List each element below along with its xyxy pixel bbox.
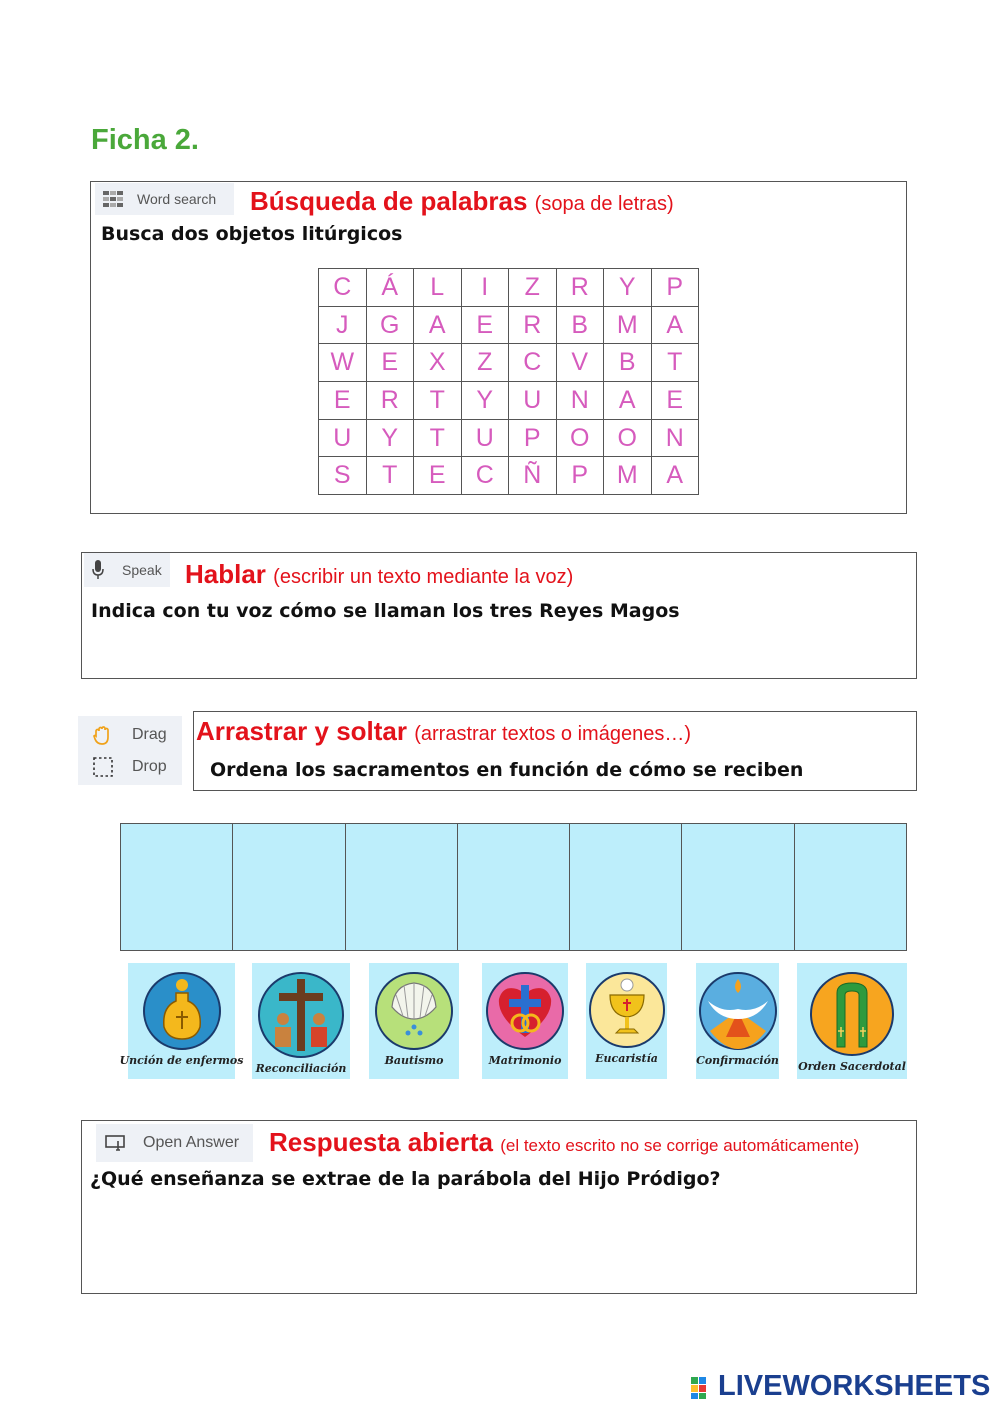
drop-zone[interactable] <box>346 824 458 950</box>
card-label: Unción de enfermos <box>119 1054 244 1067</box>
card-orden[interactable] <box>797 963 907 1079</box>
grid-cell[interactable]: M <box>604 306 652 344</box>
grid-cell[interactable]: B <box>556 306 604 344</box>
open-answer-tag-label: Open Answer <box>143 1134 240 1151</box>
drag-drop-title: Arrastrar y soltar (arrastrar textos o imágenes…) <box>196 716 691 746</box>
grid-cell[interactable]: I <box>461 269 509 307</box>
grid-cell[interactable]: Y <box>461 382 509 420</box>
microphone-icon <box>92 560 104 580</box>
dotted-square-icon <box>92 756 114 778</box>
grid-cell[interactable]: C <box>509 344 557 382</box>
page-title: Ficha 2. <box>91 124 199 156</box>
grid-row <box>319 344 699 382</box>
grid-cell[interactable]: V <box>556 344 604 382</box>
card-bautismo[interactable] <box>369 963 459 1079</box>
card-reconciliacion[interactable] <box>252 963 350 1079</box>
grid-row <box>319 382 699 420</box>
grid-cell[interactable]: Á <box>366 269 414 307</box>
grid-cell[interactable]: U <box>509 382 557 420</box>
drop-zone[interactable] <box>233 824 345 950</box>
speak-instruction: Indica con tu voz cómo se llaman los tres Reyes Magos <box>91 600 680 622</box>
card-label: Reconciliación <box>255 1062 347 1075</box>
open-answer-tag <box>96 1124 253 1162</box>
liveworksheets-logo <box>690 1370 990 1403</box>
speak-tag-label: Speak <box>122 562 162 578</box>
drop-zone[interactable] <box>458 824 570 950</box>
grid-cell[interactable]: Ñ <box>509 457 557 495</box>
grid-cell[interactable]: N <box>556 382 604 420</box>
word-search-tag-label: Word search <box>137 191 217 207</box>
grid-cell[interactable]: T <box>366 457 414 495</box>
grid-row <box>319 419 699 457</box>
card-label: Eucaristía <box>595 1052 658 1065</box>
cross-confession-icon <box>257 971 345 1059</box>
grid-cell[interactable]: T <box>414 419 462 457</box>
grid-cell[interactable]: W <box>319 344 367 382</box>
grid-cell[interactable]: Z <box>509 269 557 307</box>
grid-cell[interactable]: B <box>604 344 652 382</box>
shell-icon <box>374 971 454 1051</box>
open-answer-instruction: ¿Qué enseñanza se extrae de la parábola del Hijo Pródigo? <box>90 1168 721 1190</box>
card-eucaristia[interactable] <box>586 963 667 1079</box>
grid-cell[interactable]: S <box>319 457 367 495</box>
drop-zone[interactable] <box>121 824 233 950</box>
drag-label: Drag <box>132 725 167 743</box>
grid-cell[interactable]: E <box>366 344 414 382</box>
grid-cell[interactable]: P <box>651 269 699 307</box>
grid-cell[interactable]: Y <box>604 269 652 307</box>
grid-cell[interactable]: A <box>651 306 699 344</box>
text-box-icon <box>105 1135 127 1151</box>
grid-cell[interactable]: E <box>319 382 367 420</box>
grid-cell[interactable]: P <box>509 419 557 457</box>
grid-cell[interactable]: A <box>651 457 699 495</box>
card-label: Orden Sacerdotal <box>798 1060 906 1073</box>
dove-icon <box>698 971 778 1051</box>
grid-cell[interactable]: U <box>319 419 367 457</box>
grid-cell[interactable]: A <box>414 306 462 344</box>
grid-row <box>319 457 699 495</box>
grid-cell[interactable]: J <box>319 306 367 344</box>
grid-cell[interactable]: L <box>414 269 462 307</box>
word-search-grid[interactable] <box>318 268 699 495</box>
grid-cell[interactable]: C <box>319 269 367 307</box>
word-search-title: Búsqueda de palabras (sopa de letras) <box>250 186 674 216</box>
grid-cell[interactable]: R <box>509 306 557 344</box>
drop-zone[interactable] <box>682 824 794 950</box>
speak-tag <box>84 553 170 587</box>
hand-icon <box>92 724 114 746</box>
grid-cell[interactable]: U <box>461 419 509 457</box>
grid-cell[interactable]: R <box>556 269 604 307</box>
grid-cell[interactable]: O <box>604 419 652 457</box>
card-matrimonio[interactable] <box>482 963 568 1079</box>
grid-cell[interactable]: E <box>461 306 509 344</box>
grid-cell[interactable]: T <box>414 382 462 420</box>
card-confirmacion[interactable] <box>696 963 779 1079</box>
grid-cell[interactable]: P <box>556 457 604 495</box>
card-label: Matrimonio <box>488 1054 562 1067</box>
heart-rings-icon <box>485 971 565 1051</box>
grid-cell[interactable]: A <box>604 382 652 420</box>
grid-row <box>319 269 699 307</box>
grid-cell[interactable]: M <box>604 457 652 495</box>
lws-logo-icon <box>690 1374 716 1400</box>
oil-jar-icon <box>142 971 222 1051</box>
card-uncion[interactable] <box>119 963 244 1079</box>
drop-label: Drop <box>132 757 167 775</box>
card-label: Bautismo <box>384 1054 444 1067</box>
grid-cell[interactable]: C <box>461 457 509 495</box>
chalice-icon <box>588 971 666 1049</box>
drop-zone-row <box>120 823 907 951</box>
grid-icon <box>103 191 123 207</box>
open-answer-title: Respuesta abierta (el texto escrito no se corrige automáticamente) <box>269 1127 860 1157</box>
drop-zone[interactable] <box>795 824 906 950</box>
grid-cell[interactable]: R <box>366 382 414 420</box>
speak-title: Hablar (escribir un texto mediante la voz) <box>185 559 574 589</box>
grid-cell[interactable]: N <box>651 419 699 457</box>
drag-drop-tag <box>78 716 182 785</box>
grid-cell[interactable]: O <box>556 419 604 457</box>
drag-drop-instruction: Ordena los sacramentos en función de cómo se reciben <box>210 759 804 781</box>
grid-cell[interactable]: G <box>366 306 414 344</box>
grid-cell[interactable]: E <box>651 382 699 420</box>
card-label: Confirmación <box>696 1054 779 1067</box>
grid-row <box>319 306 699 344</box>
stole-icon <box>809 971 895 1057</box>
grid-cell[interactable]: T <box>651 344 699 382</box>
grid-cell[interactable]: E <box>414 457 462 495</box>
grid-cell[interactable]: Z <box>461 344 509 382</box>
grid-cell[interactable]: Y <box>366 419 414 457</box>
word-search-tag <box>95 183 234 215</box>
drop-zone[interactable] <box>570 824 682 950</box>
word-search-instruction: Busca dos objetos litúrgicos <box>101 223 403 245</box>
logo-text: LIVEWORKSHEETS <box>718 1370 991 1402</box>
grid-cell[interactable]: X <box>414 344 462 382</box>
